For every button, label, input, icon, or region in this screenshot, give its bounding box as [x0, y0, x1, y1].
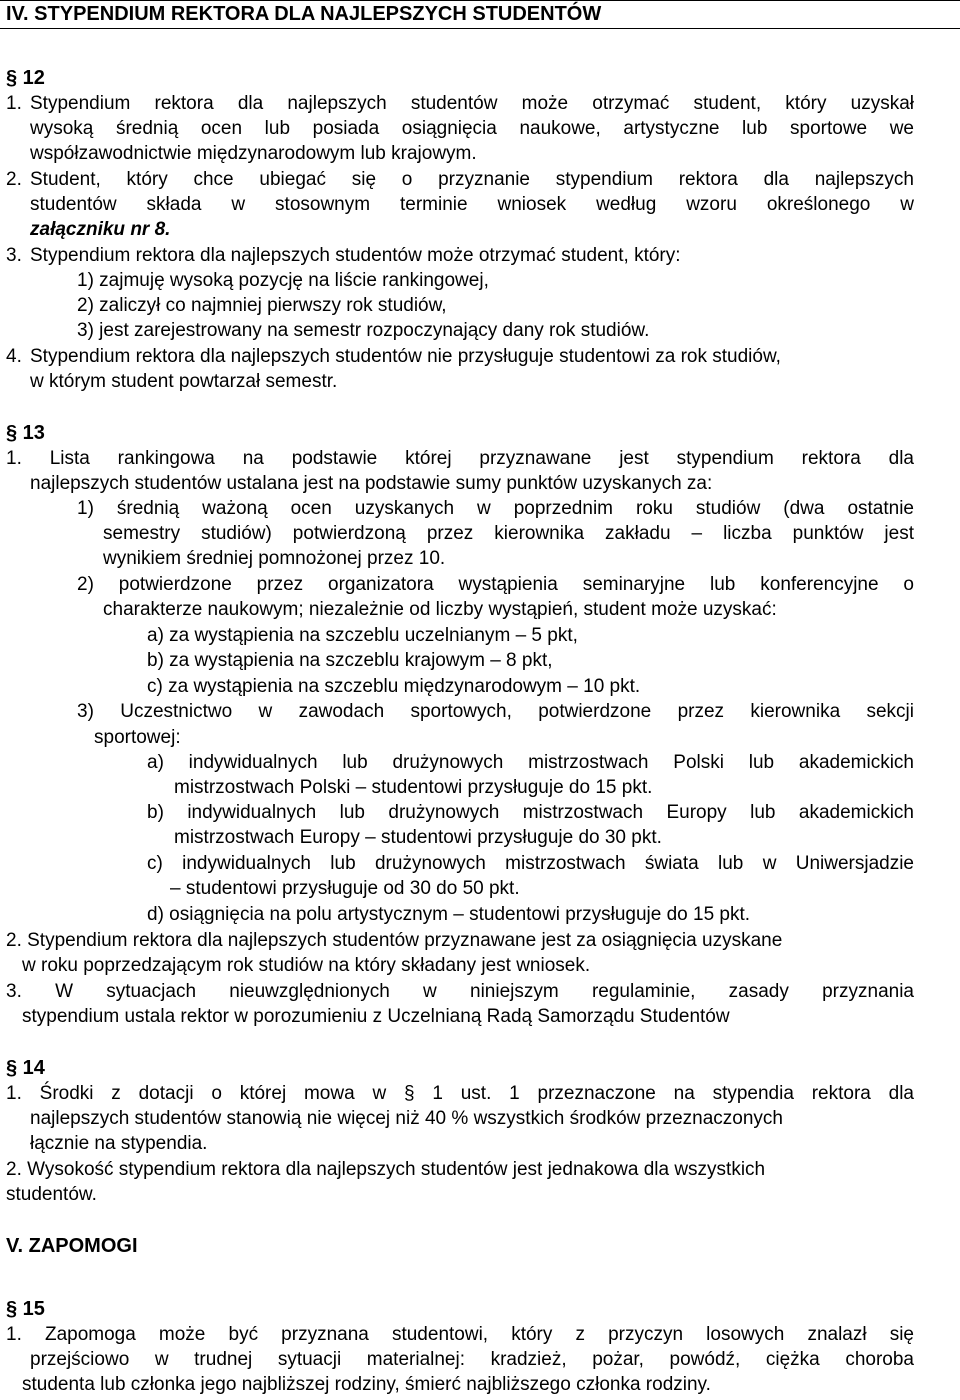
paragraph-text: przejściowo w trudnej sytuacji materialnej: kradzież, pożar, powódź, ciężka choroba — [30, 1349, 914, 1370]
section-heading-13: § 13 — [6, 422, 45, 444]
list-item: wynikiem średniej pomnożonej przez 10. — [103, 548, 446, 569]
sub-item: a) za wystąpienia na szczeblu uczelnianym – 5 pkt, — [147, 625, 578, 646]
list-item: 2) zaliczył co najmniej pierwszy rok studiów, — [77, 295, 447, 316]
paragraph-text: 1. Lista rankingowa na podstawie której przyznawane jest stypendium rektora dla — [6, 448, 914, 469]
list-item: semestry studiów) potwierdzoną przez kierownika zakładu – liczba punktów jest — [103, 523, 914, 544]
paragraph-text: Stypendium rektora dla najlepszych studentów może otrzymać student, który: — [30, 245, 681, 266]
list-item: 1) zajmuję wysoką pozycję na liście rankingowej, — [77, 270, 489, 291]
sub-item: b) indywidualnych lub drużynowych mistrzostwach Europy lub akademickich — [147, 802, 914, 823]
chapter-heading: IV. STYPENDIUM REKTORA DLA NAJLEPSZYCH STUDENTÓW — [0, 0, 960, 29]
paragraph-text: w roku poprzedzającym rok studiów na który składany jest wniosek. — [22, 955, 591, 976]
paragraph-text: 2. Stypendium rektora dla najlepszych studentów przyznawane jest za osiągnięcia uzyskane — [6, 930, 783, 951]
section-heading-14: § 14 — [6, 1057, 45, 1079]
paragraph-number: 1. — [6, 93, 22, 114]
paragraph-text: 2. Wysokość stypendium rektora dla najlepszych studentów jest jednakowa dla wszystkich — [6, 1159, 766, 1180]
list-item: charakterze naukowym; niezależnie od liczby wystąpień, student może uzyskać: — [103, 599, 777, 620]
list-item: 3) Uczestnictwo w zawodach sportowych, potwierdzone przez kierownika sekcji — [77, 701, 914, 722]
paragraph-text: współzawodnictwie międzynarodowym lub krajowym. — [30, 143, 477, 164]
paragraph-text: studenta lub członka jego najbliższej rodziny, śmierć najbliższego członka rodziny. — [22, 1374, 711, 1395]
paragraph-text: stypendium ustala rektor w porozumieniu z Uczelnianą Radą Samorządu Studentów — [22, 1006, 730, 1027]
paragraph-text: Stypendium rektora dla najlepszych studentów może otrzymać student, który uzyskał — [30, 93, 914, 114]
paragraph-text: 1. Zapomoga może być przyznana studentowi, który z przyczyn losowych znalazł się — [6, 1324, 914, 1345]
sub-item: mistrzostwach Polski – studentowi przysługuje do 15 pkt. — [174, 777, 653, 798]
paragraph-text: najlepszych studentów ustalana jest na podstawie sumy punktów uzyskanych za: — [30, 473, 713, 494]
paragraph-text: Student, który chce ubiegać się o przyznanie stypendium rektora dla najlepszych — [30, 169, 914, 190]
paragraph-text: wysoką średnią ocen lub posiada osiągnięcia naukowe, artystyczne lub sportowe we — [30, 118, 914, 139]
section-heading-12: § 12 — [6, 67, 45, 89]
list-item: 1) średnią ważoną ocen uzyskanych w poprzednim roku studiów (dwa ostatnie — [77, 498, 914, 519]
paragraph-text: studentów składa w stosownym terminie wniosek według wzoru określonego w — [30, 194, 914, 215]
paragraph-number: 2. — [6, 169, 22, 190]
sub-item: b) za wystąpienia na szczeblu krajowym – 8 pkt, — [147, 650, 553, 671]
paragraph-text: najlepszych studentów stanowią nie więcej niż 40 % wszystkich środków przeznaczonych — [30, 1108, 783, 1129]
sub-item: d) osiągnięcia na polu artystycznym – studentowi przysługuje do 15 pkt. — [147, 904, 751, 925]
paragraph-text: Stypendium rektora dla najlepszych studentów nie przysługuje studentowi za rok studiów, — [30, 346, 781, 367]
paragraph-number: 4. — [6, 346, 22, 367]
sub-item: c) indywidualnych lub drużynowych mistrzostwach świata lub w Uniwersjadzie — [147, 853, 914, 874]
chapter-heading-zapomogi: V. ZAPOMOGI — [6, 1235, 138, 1257]
paragraph-text: łącznie na stypendia. — [30, 1133, 208, 1154]
sub-item: c) za wystąpienia na szczeblu międzynarodowym – 10 pkt. — [147, 676, 641, 697]
list-item: sportowej: — [94, 727, 181, 748]
list-item: 3) jest zarejestrowany na semestr rozpoczynający dany rok studiów. — [77, 320, 650, 341]
paragraph-text: 3. W sytuacjach nieuwzględnionych w niniejszym regulaminie, zasady przyznania — [6, 981, 914, 1002]
paragraph-text: w którym student powtarzał semestr. — [30, 371, 338, 392]
section-heading-15: § 15 — [6, 1298, 45, 1320]
list-item: 2) potwierdzone przez organizatora wystąpienia seminaryjne lub konferencyjne o — [77, 574, 914, 595]
sub-item: – studentowi przysługuje od 30 do 50 pkt. — [170, 878, 520, 899]
sub-item: a) indywidualnych lub drużynowych mistrzostwach Polski lub akademickich — [147, 752, 914, 773]
sub-item: mistrzostwach Europy – studentowi przysługuje do 30 pkt. — [174, 827, 662, 848]
attachment-reference: załączniku nr 8. — [30, 219, 171, 240]
paragraph-text: 1. Środki z dotacji o której mowa w § 1 ust. 1 przeznaczone na stypendia rektora dla — [6, 1083, 914, 1104]
paragraph-text: studentów. — [6, 1184, 97, 1205]
paragraph-number: 3. — [6, 245, 22, 266]
